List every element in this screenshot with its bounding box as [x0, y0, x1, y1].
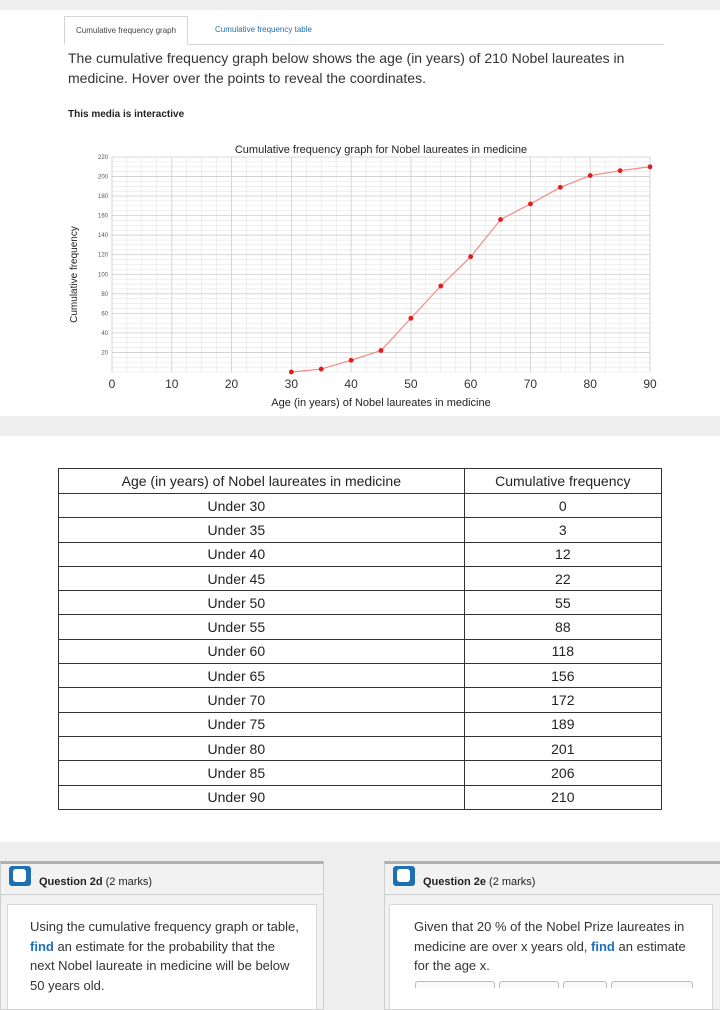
- data-point: [468, 254, 473, 259]
- age-cell: Under 40: [59, 542, 465, 566]
- frequency-cell: 55: [464, 591, 661, 615]
- age-cell: Under 65: [59, 664, 465, 688]
- cumulative-frequency-table: [58, 468, 662, 810]
- x-tick-label: 0: [108, 377, 116, 391]
- data-point: [558, 185, 563, 190]
- toolbar-button[interactable]: [563, 981, 607, 988]
- interactive-media-note: This media is interactive: [68, 109, 185, 120]
- age-cell: Under 55: [59, 615, 465, 639]
- frequency-cell: 156: [464, 664, 661, 688]
- x-tick-label: 80: [583, 377, 597, 391]
- y-tick-label: 40: [101, 330, 108, 337]
- table-row: [59, 591, 662, 615]
- age-cell: Under 85: [59, 761, 465, 785]
- frequency-cell: 12: [464, 542, 661, 566]
- data-point: [588, 173, 593, 178]
- y-tick-label: 220: [97, 155, 108, 161]
- frequency-cell: 210: [464, 785, 661, 809]
- frequency-cell: 201: [464, 736, 661, 760]
- table-header-age: Age (in years) of Nobel laureates in medicine: [59, 469, 465, 494]
- age-cell: Under 35: [59, 518, 465, 542]
- frequency-cell: 22: [464, 566, 661, 590]
- y-tick-label: 120: [97, 252, 108, 259]
- data-point: [349, 358, 354, 363]
- data-point: [379, 348, 384, 353]
- y-tick-label: 20: [101, 350, 108, 357]
- age-cell: Under 70: [59, 688, 465, 712]
- frequency-cell: 3: [464, 518, 661, 542]
- y-tick-label: 140: [97, 233, 108, 240]
- view-tabs: [64, 16, 664, 45]
- intro-text: The cumulative frequency graph below shows the age (in years) of 210 Nobel laureates in medicine. Hover over the points to reveal the coordinates.: [68, 50, 625, 86]
- x-tick-label: 70: [523, 377, 538, 391]
- x-tick-label: 50: [404, 377, 418, 391]
- table-row: [59, 494, 662, 518]
- data-point: [528, 202, 533, 207]
- chart-title: Cumulative frequency graph for Nobel laureates in medicine: [234, 144, 528, 156]
- frequency-cell: 189: [464, 712, 661, 736]
- table-row: [59, 664, 662, 688]
- data-point: [648, 164, 653, 169]
- question-2e-title: Question 2e (2 marks): [423, 876, 536, 888]
- question-icon: [9, 866, 31, 886]
- age-cell: Under 50: [59, 591, 465, 615]
- question-2e-card: [384, 861, 720, 1010]
- table-row: [59, 688, 662, 712]
- y-axis-label: Cumulative frequency: [69, 226, 80, 323]
- age-cell: Under 75: [59, 712, 465, 736]
- find-keyword: find: [591, 938, 615, 954]
- toolbar-button[interactable]: [415, 981, 495, 988]
- question-2d-title: Question 2d (2 marks): [39, 876, 153, 888]
- data-point: [438, 284, 443, 289]
- frequency-cell: 0: [464, 494, 661, 518]
- x-tick-label: 30: [284, 377, 299, 391]
- frequency-cell: 206: [464, 761, 661, 785]
- table-row: [59, 712, 662, 736]
- cumulative-frequency-chart: [60, 140, 670, 415]
- x-tick-label: 60: [463, 377, 478, 391]
- table-row: [59, 736, 662, 760]
- data-point: [289, 370, 294, 375]
- age-cell: Under 45: [59, 566, 465, 590]
- table-row: [59, 761, 662, 785]
- age-cell: Under 80: [59, 736, 465, 760]
- table-row: [59, 785, 662, 809]
- frequency-cell: 88: [464, 615, 661, 639]
- y-tick-label: 100: [97, 272, 108, 279]
- toolbar-button[interactable]: [611, 981, 693, 988]
- data-point: [618, 168, 623, 173]
- frequency-cell: 118: [464, 639, 661, 663]
- tab-cumulative-frequency-table[interactable]: Cumulative frequency table: [215, 25, 312, 34]
- y-tick-label: 180: [97, 194, 108, 201]
- x-tick-label: 20: [224, 377, 239, 391]
- tab-cumulative-frequency-graph[interactable]: Cumulative frequency graph: [64, 16, 188, 45]
- table-row: [59, 639, 662, 663]
- question-2e-text: Given that 20 % of the Nobel Prize laureates in medicine are over x years old, find an estimate for the age x.: [389, 904, 713, 1009]
- table-row: [59, 566, 662, 590]
- table-row: [59, 615, 662, 639]
- data-point: [408, 316, 413, 321]
- age-cell: Under 90: [59, 785, 465, 809]
- find-keyword: find: [30, 938, 54, 954]
- x-tick-label: 90: [643, 377, 657, 391]
- question-2d-card: [0, 861, 324, 1010]
- age-cell: Under 30: [59, 494, 465, 518]
- age-cell: Under 60: [59, 639, 465, 663]
- frequency-cell: 172: [464, 688, 661, 712]
- question-2e-header: [385, 864, 720, 895]
- x-axis-label: Age (in years) of Nobel laureates in medicine: [271, 397, 491, 409]
- x-tick-label: 40: [344, 377, 358, 391]
- x-tick-label: 10: [165, 377, 179, 391]
- table-row: [59, 518, 662, 542]
- y-tick-label: 160: [97, 213, 108, 220]
- toolbar-button[interactable]: [499, 981, 559, 988]
- question-2d-header: [1, 864, 323, 895]
- question-icon: [393, 866, 415, 886]
- question-2d-text: Using the cumulative frequency graph or table, find an estimate for the probability that the next Nobel laureate in medicine will be below 50 years old.: [7, 904, 317, 1009]
- table-row: [59, 542, 662, 566]
- y-tick-label: 60: [101, 311, 108, 318]
- y-tick-label: 80: [101, 291, 108, 298]
- y-tick-label: 200: [97, 174, 108, 181]
- data-point: [319, 367, 324, 372]
- table-header-frequency: Cumulative frequency: [464, 469, 661, 494]
- answer-toolbar: [415, 981, 695, 987]
- data-point: [498, 217, 503, 222]
